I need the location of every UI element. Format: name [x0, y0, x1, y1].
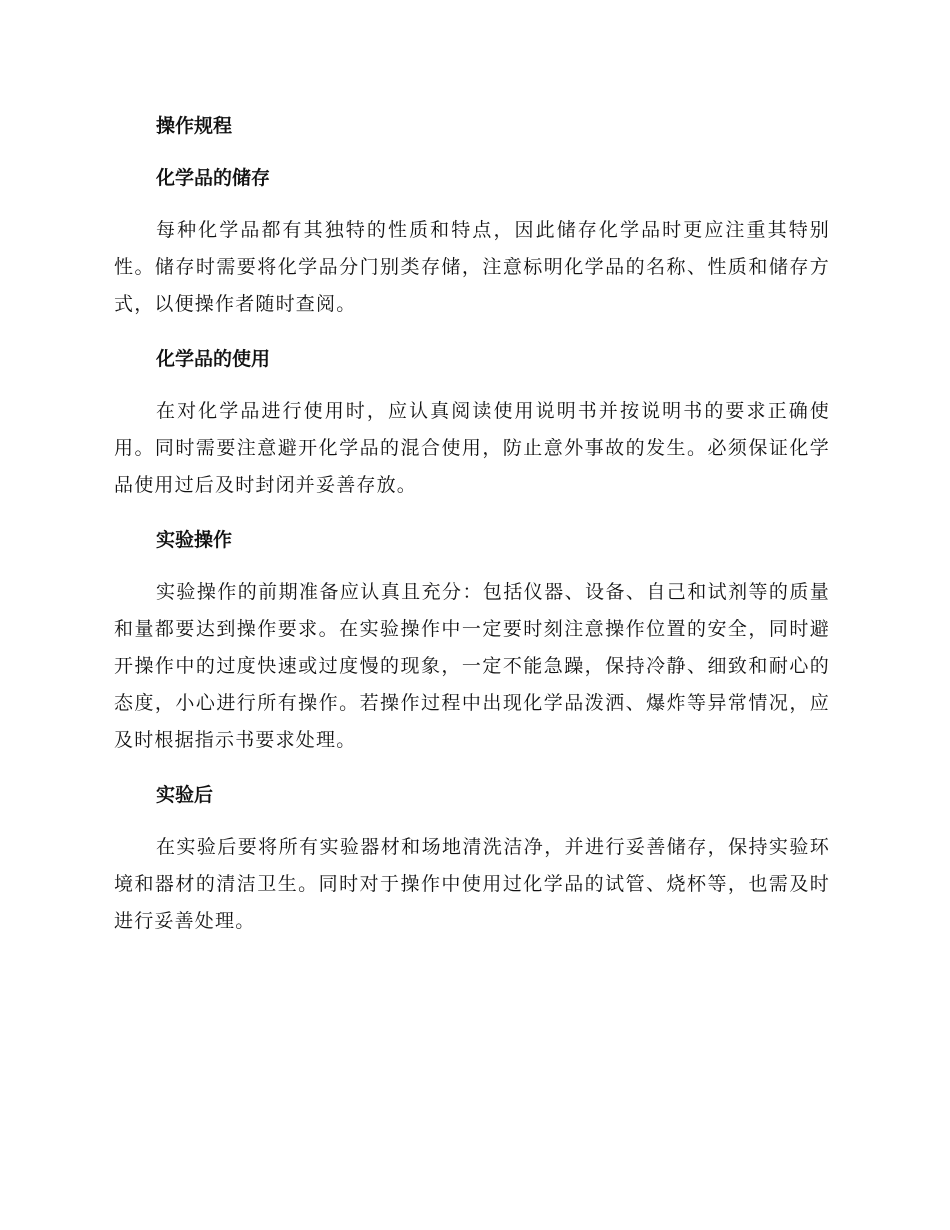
section-heading-usage: 化学品的使用 [156, 348, 271, 370]
section-heading-storage: 化学品的储存 [156, 167, 271, 189]
section-heading-after-experiment: 实验后 [156, 784, 214, 806]
document-page [114, 108, 830, 958]
section-body-storage: 每种化学品都有其独特的性质和特点，因此储存化学品时更应注重其特别性。储存时需要将化学品分门别类存储，注意标明化学品的名称、性质和储存方式，以便操作者随时查阅。 [114, 219, 830, 315]
section-body-experiment: 实验操作的前期准备应认真且充分：包括仪器、设备、自己和试剂等的质量和量都要达到操作要求。在实验操作中一定要时刻注意操作位置的安全，同时避开操作中的过度快速或过度慢的现象，一定不能急躁，保持冷静、细致和耐心的态度，小心进行所有操作。若操作过程中出现化学品泼洒、爆炸等异常情况，应及时根据指示书要求处理。 [114, 581, 830, 751]
document-title: 操作规程 [156, 115, 233, 137]
section-body-usage: 在对化学品进行使用时，应认真阅读使用说明书并按说明书的要求正确使用。同时需要注意避开化学品的混合使用，防止意外事故的发生。必须保证化学品使用过后及时封闭并妥善存放。 [114, 400, 830, 496]
section-body-after-experiment: 在实验后要将所有实验器材和场地清洗洁净，并进行妥善储存，保持实验环境和器材的清洁卫生。同时对于操作中使用过化学品的试管、烧杯等，也需及时进行妥善处理。 [114, 836, 830, 932]
section-heading-experiment: 实验操作 [156, 529, 233, 551]
